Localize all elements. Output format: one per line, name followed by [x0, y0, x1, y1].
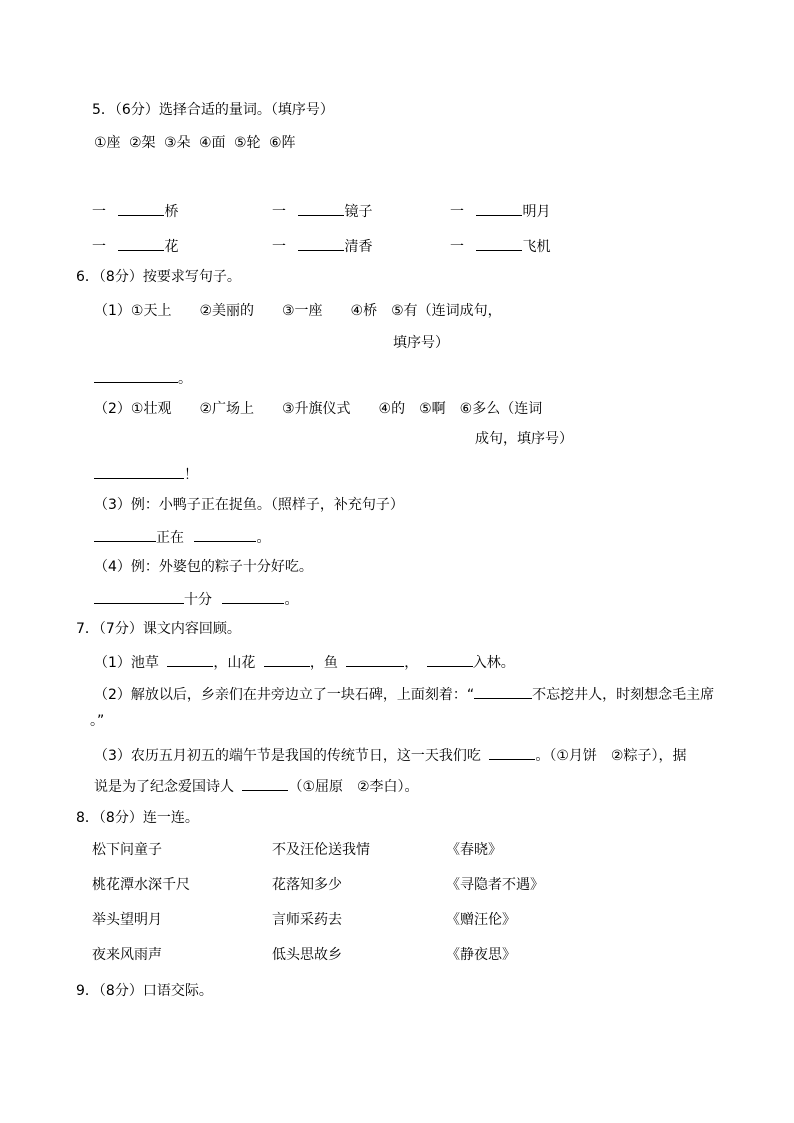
text: （2）解放以后，乡亲们在井旁边立了一块石碑，上面刻着：“ — [94, 687, 475, 703]
measure-target: 桥 — [164, 204, 179, 220]
answer-blank[interactable] — [194, 527, 256, 542]
text: 说是为了纪念爱国诗人 — [94, 779, 234, 795]
answer-blank[interactable] — [94, 589, 184, 604]
q6-part2-line2: 成句，填序号） — [475, 431, 573, 447]
match-right-item[interactable]: 《春晓》 — [446, 842, 502, 858]
answer-blank[interactable] — [118, 201, 164, 216]
q5-stem: 5．（6分）选择合适的量词。（填序号） — [92, 102, 334, 118]
match-left-item[interactable]: 松下问童子 — [92, 842, 162, 858]
q6-part3-answer — [94, 527, 270, 547]
answer-blank[interactable] — [94, 368, 178, 383]
yi-label: 一 — [272, 204, 286, 220]
q7-line1 — [94, 652, 515, 672]
text: （3）农历五月初五的端午节是我国的传统节日，这一天我们吃 — [94, 748, 481, 764]
match-middle-item[interactable]: 花落知多少 — [272, 877, 342, 893]
answer-blank[interactable] — [298, 201, 344, 216]
answer-blank[interactable] — [476, 236, 522, 251]
q5-options: ①座 ②架 ③朵 ④面 ⑤轮 ⑥阵 — [94, 135, 296, 151]
answer-blank[interactable] — [118, 236, 164, 251]
match-right-item[interactable]: 《寻隐者不遇》 — [446, 877, 544, 893]
measure-target: 清香 — [344, 239, 373, 255]
answer-blank[interactable] — [222, 589, 284, 604]
text: （1）池草 — [94, 655, 159, 671]
answer-blank[interactable] — [489, 745, 535, 760]
sentence-end: 。 — [256, 530, 271, 546]
match-left-item[interactable]: 桃花潭水深千尺 — [92, 877, 190, 893]
q5-blank-row2-col1 — [92, 236, 178, 256]
yi-label: 一 — [272, 239, 286, 255]
q6-part1-line2: 填序号） — [393, 335, 449, 351]
measure-target: 飞机 — [522, 239, 551, 255]
text: ，鱼 — [309, 655, 338, 671]
q7-line2 — [94, 684, 714, 704]
match-middle-item[interactable]: 不及汪伦送我情 — [272, 842, 370, 858]
fill-word: 十分 — [184, 592, 212, 608]
text: ， — [404, 655, 419, 671]
text: 。（①月饼 ②粽子），据 — [535, 748, 687, 764]
q6-part4-example: （4）例：外婆包的粽子十分好吃。 — [94, 559, 313, 575]
yi-label: 一 — [92, 204, 106, 220]
answer-blank[interactable] — [94, 464, 184, 479]
q5-blank-row1-col3 — [450, 201, 550, 221]
answer-blank[interactable] — [298, 236, 344, 251]
q8-stem: 8．（8分）连一连。 — [76, 810, 199, 826]
answer-blank[interactable] — [264, 652, 310, 667]
sentence-end: 。 — [178, 371, 192, 387]
match-right-item[interactable]: 《静夜思》 — [446, 947, 516, 963]
q6-part2-answer — [94, 464, 198, 484]
sentence-end: ！ — [184, 467, 198, 483]
fill-word: 正在 — [156, 530, 184, 546]
match-left-item[interactable]: 举头望明月 — [92, 912, 162, 928]
q6-part2-line1: （2）①壮观 ②广场上 ③升旗仪式 ④的 ⑤啊 ⑥多么（连词 — [94, 401, 543, 417]
match-middle-item[interactable]: 低头思故乡 — [272, 947, 342, 963]
q5-blank-row2-col3 — [450, 236, 550, 256]
answer-blank[interactable] — [167, 652, 213, 667]
measure-target: 花 — [164, 239, 179, 255]
text: 不忘挖井人，时刻想念毛主席 — [532, 687, 715, 703]
yi-label: 一 — [92, 239, 106, 255]
yi-label: 一 — [450, 204, 464, 220]
answer-blank[interactable] — [427, 652, 473, 667]
yi-label: 一 — [450, 239, 464, 255]
text: 入林。 — [472, 655, 515, 671]
answer-blank[interactable] — [94, 527, 156, 542]
q7-line4 — [94, 776, 419, 796]
match-right-item[interactable]: 《赠汪伦》 — [446, 912, 516, 928]
q6-stem: 6．（8分）按要求写句子。 — [76, 269, 241, 285]
q6-part3-example: （3）例：小鸭子正在捉鱼。（照样子，补充句子） — [94, 497, 404, 513]
sentence-end: 。 — [284, 592, 299, 608]
answer-blank[interactable] — [346, 652, 404, 667]
text: ，山花 — [213, 655, 256, 671]
answer-blank[interactable] — [242, 776, 288, 791]
q5-blank-row2-col2 — [272, 236, 372, 256]
q6-part4-answer — [94, 589, 298, 609]
measure-target: 明月 — [522, 204, 551, 220]
q5-blank-row1-col1 — [92, 201, 178, 221]
answer-blank[interactable] — [474, 684, 532, 699]
measure-target: 镜子 — [344, 204, 373, 220]
match-left-item[interactable]: 夜来风雨声 — [92, 947, 162, 963]
q6-part1-line1: （1）①天上 ②美丽的 ③一座 ④桥 ⑤有（连词成句， — [94, 303, 502, 319]
q5-blank-row1-col2 — [272, 201, 372, 221]
q7-line2-end: 。” — [90, 713, 105, 729]
q9-stem: 9．（8分）口语交际。 — [76, 983, 213, 999]
match-middle-item[interactable]: 言师采药去 — [272, 912, 342, 928]
q6-part1-answer — [94, 368, 192, 388]
q7-line3 — [94, 745, 686, 765]
text: （①屈原 ②李白）。 — [288, 779, 419, 795]
q7-stem: 7．（7分）课文内容回顾。 — [76, 621, 241, 637]
answer-blank[interactable] — [476, 201, 522, 216]
